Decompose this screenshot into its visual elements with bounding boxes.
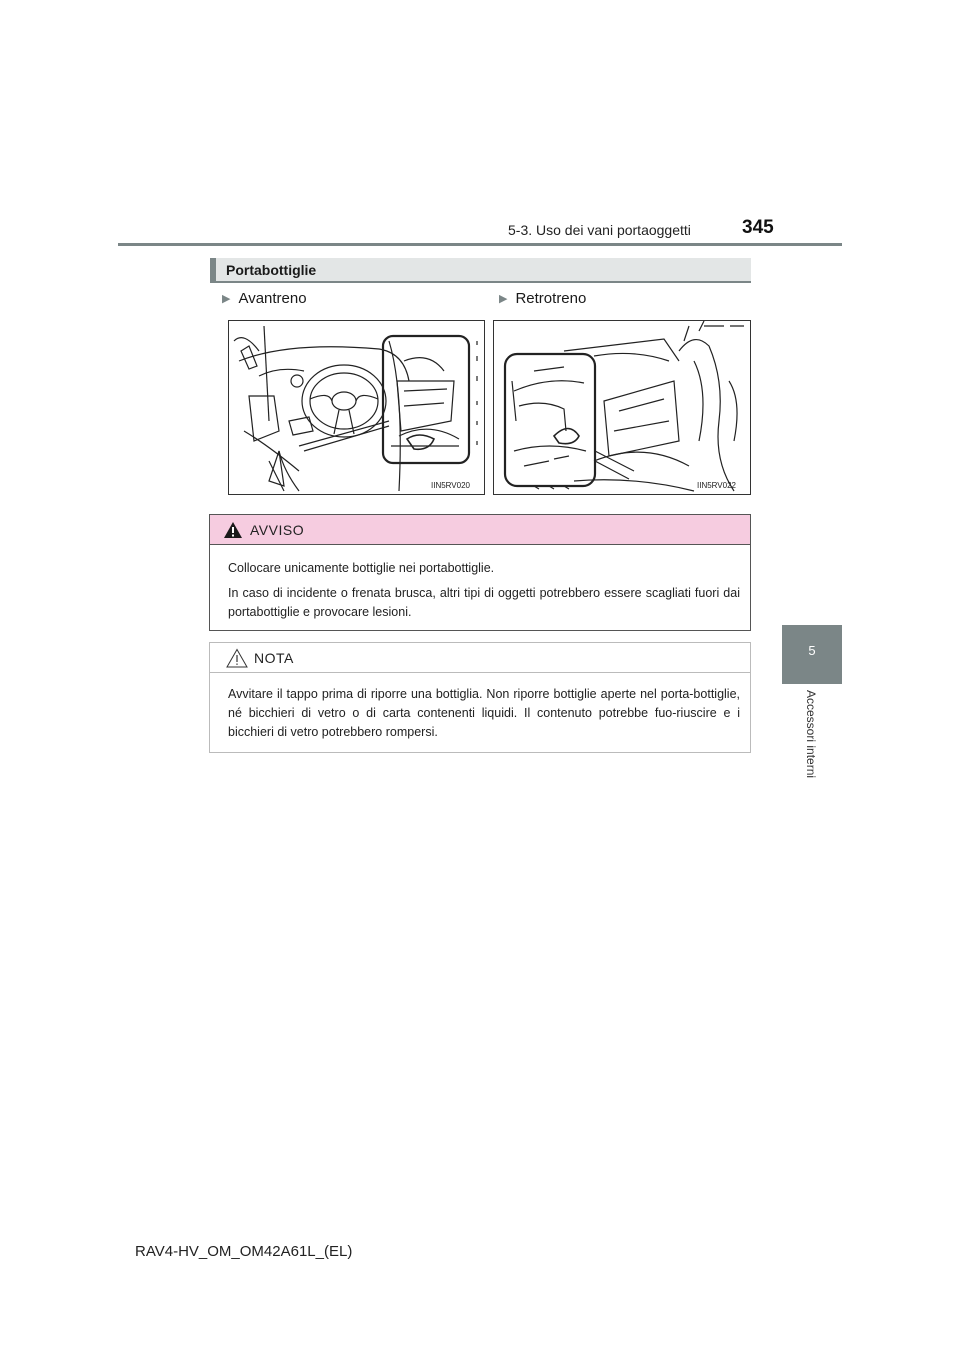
triangle-right-icon: ▶ [222,293,231,305]
warning-triangle-icon [223,521,243,539]
figure-code: IIN5RV022 [697,481,736,490]
caption-text: Avantreno [238,290,307,307]
warning-box [209,514,751,631]
note-header [210,643,750,673]
caption-text: Retrotreno [515,290,587,307]
document-code: RAV4-HV_OM_OM42A61L_(EL) [135,1243,353,1260]
triangle-right-icon: ▶ [499,293,508,305]
warning-body [210,545,750,622]
warning-title: AVVISO [250,522,305,538]
illustration-rear-bottle-holder [493,320,751,495]
note-box [209,642,751,753]
page-header [0,0,960,250]
header-rule [118,243,842,246]
subsection-heading [210,258,751,283]
front-door-line-drawing [229,321,486,496]
note-body: Avvitare il tappo prima di riporre una bottiglia. Non riporre bottiglie aperte nel porta-bottiglie, né bicchieri di vetro o di carta contenenti liquidi. Il contenuto potrebbe fuo-riuscire e i bicchieri di vetro potrebbero rompersi. [228,687,740,739]
chapter-number: 5 [808,643,816,658]
figure-caption-front [222,290,307,307]
warning-paragraph: In caso di incidente o frenata brusca, altri tipi di oggetti potrebbero essere scagliati fuori dai portabottiglie e provocare lesioni. [228,586,740,619]
warning-header [210,515,750,545]
rear-door-line-drawing [494,321,752,496]
note-title: NOTA [254,650,294,666]
chapter-label [804,690,820,810]
page-number: 345 [742,217,774,238]
chapter-label-text: Accessori interni [804,690,818,779]
chapter-tab [782,625,842,684]
caution-triangle-icon [226,648,248,668]
figure-code: IIN5RV020 [431,481,470,490]
figure-caption-rear [499,290,586,307]
section-title: 5-3. Uso dei vani portaoggetti [508,222,691,238]
illustration-front-bottle-holder [228,320,485,495]
subsection-title: Portabottiglie [226,262,317,278]
warning-paragraph: Collocare unicamente bottiglie nei portabottiglie. [228,561,495,575]
